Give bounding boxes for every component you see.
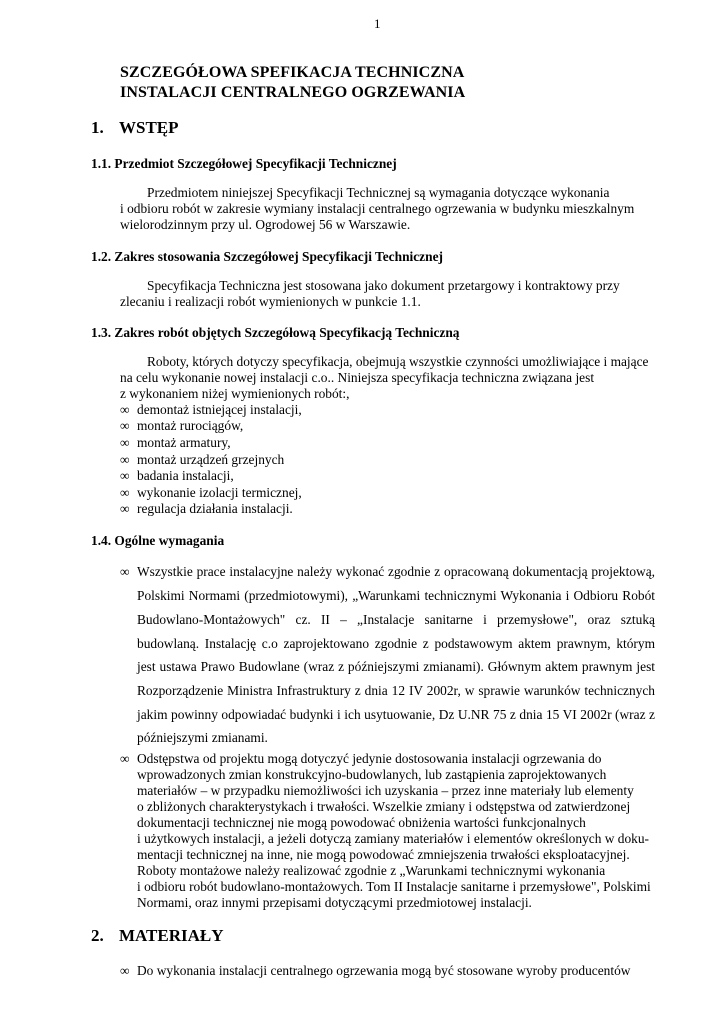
section-2-heading [91, 926, 224, 946]
subsection-1-1-heading: 1.1. Przedmiot Szczegółowej Specyfikacji Technicznej [91, 156, 397, 171]
section-1-number: 1. [91, 118, 104, 137]
list-item-text: montaż urządzeń grzejnych [137, 452, 285, 467]
req2-line-3: materiałów – w przypadku niemożliwości ich uzyskania – przez inne materiały lub elementy [137, 783, 634, 798]
req2-line-5: dokumentacji technicznej nie mogą powodować obniżenia wartości funkcjonalnych [137, 815, 586, 830]
list-item-text: montaż armatury, [137, 435, 231, 450]
list-item-text: montaż rurociągów, [137, 418, 244, 433]
s11-line-2: i odbioru robót w zakresie wymiany instalacji centralnego ogrzewania w budynku mieszkalnym [120, 201, 635, 216]
document-title-line-1: SZCZEGÓŁOWA SPEFIKACJA TECHNICZNA [120, 64, 465, 81]
section-2-number: 2. [91, 926, 104, 945]
req1-line-6: Rozporządzenie Ministra Infrastruktury z dnia 12 IV 2002r, w sprawie warunków technicznych [137, 683, 655, 698]
req2-line-2: wprowadzonych zmian konstrukcyjno-budowlanych, lub zastąpienia zaprojektowanych [137, 767, 607, 782]
req2-line-9: i odbioru robót budowlano-montażowych. Tom II Instalacje sanitarne i przemysłowe", Polskimi [137, 879, 651, 894]
page-number: 1 [374, 16, 381, 31]
s13-line-3: z wykonaniem niżej wymienionych robót:, [120, 386, 350, 401]
infinity-bullet-icon: ∞ [120, 501, 130, 516]
section-1-heading [91, 118, 179, 138]
req1-line-8: późniejszymi zmianami. [137, 730, 268, 745]
section-2-title: MATERIAŁY [119, 926, 224, 945]
infinity-bullet-icon: ∞ [120, 963, 130, 978]
s11-line-3: wielorodzinnym przy ul. Ogrodowej 56 w Warszawie. [120, 217, 411, 232]
req1-line-1: Wszystkie prace instalacyjne należy wykonać zgodnie z opracowaną dokumentacją projektową, [137, 564, 655, 579]
list-item-text: wykonanie izolacji termicznej, [137, 485, 302, 500]
infinity-bullet-icon: ∞ [120, 418, 130, 433]
subsection-1-4-heading: 1.4. Ogólne wymagania [91, 533, 225, 548]
req1-line-7: jakim powinny odpowiadać budynki i ich usytuowanie, Dz U.NR 75 z dnia 15 VI 2002r (wraz z [137, 707, 655, 722]
s13-line-2: na celu wykonanie nowej instalacji c.o.. Niniejsza specyfikacja techniczna związana jest [120, 370, 595, 385]
s13-line-1: Roboty, których dotyczy specyfikacja, obejmują wszystkie czynności umożliwiające i mające [147, 354, 649, 369]
list-item-text: regulacja działania instalacji. [137, 501, 293, 516]
infinity-bullet-icon: ∞ [120, 468, 130, 483]
document-title-line-2: INSTALACJI CENTRALNEGO OGRZEWANIA [120, 84, 466, 101]
req2-line-7: mentacji technicznej na inne, nie mogą powodować zmniejszenia trwałości eksploatacyjnej. [137, 847, 630, 862]
s12-line-1: Specyfikacja Techniczna jest stosowana jako dokument przetargowy i kontraktowy przy [147, 278, 620, 293]
req2-line-1: Odstępstwa od projektu mogą dotyczyć jedynie dostosowania instalacji ogrzewania do [137, 751, 602, 766]
infinity-bullet-icon: ∞ [120, 751, 130, 766]
req1-line-3: Budowlano-Montażowych" cz. II – „Instalacje sanitarne i przemysłowe", oraz sztuką [137, 612, 655, 627]
infinity-bullet-icon: ∞ [120, 564, 130, 579]
subsection-1-2-heading: 1.2. Zakres stosowania Szczegółowej Specyfikacji Technicznej [91, 249, 443, 264]
req1-line-2: Polskimi Normami (przedmiotowymi), „Warunkami technicznymi Wykonania i Odbioru Robót [137, 588, 655, 603]
s12-line-2: zlecaniu i realizacji robót wymienionych w punkcie 1.1. [120, 294, 421, 309]
infinity-bullet-icon: ∞ [120, 485, 130, 500]
req2-line-4: o zbliżonych charakterystykach i trwałości. Wszelkie zmiany i odstępstwa od zatwierdzonej [137, 799, 631, 814]
req2-line-6: i użytkowych instalacji, a jeżeli dotyczą zamiany materiałów i elementów określonych w doku- [137, 831, 650, 846]
section-1-title: WSTĘP [119, 118, 179, 137]
req1-line-4: budowlaną. Instalację c.o zaprojektowano zgodnie z podstawowym aktem prawnym, którym [137, 636, 655, 651]
list-item-text: demontaż istniejącej instalacji, [137, 402, 302, 417]
list-item-text: badania instalacji, [137, 468, 234, 483]
subsection-1-3-heading: 1.3. Zakres robót objętych Szczegółową Specyfikacją Techniczną [91, 325, 460, 340]
s11-line-1: Przedmiotem niniejszej Specyfikacji Technicznej są wymagania dotyczące wykonania [147, 185, 610, 200]
req2-line-10: Normami, oraz innymi przepisami dotyczącymi przedmiotowej instalacji. [137, 895, 532, 910]
infinity-bullet-icon: ∞ [120, 452, 130, 467]
req1-line-5: jest ustawa Prawo Budowlane (wraz z późniejszymi zmianami). Głównym aktem prawnym jest [137, 659, 655, 674]
materials-line-1: Do wykonania instalacji centralnego ogrzewania mogą być stosowane wyroby producentów [137, 963, 631, 978]
infinity-bullet-icon: ∞ [120, 402, 130, 417]
infinity-bullet-icon: ∞ [120, 435, 130, 450]
req2-line-8: Roboty montażowe należy realizować zgodnie z „Warunkami technicznymi wykonania [137, 863, 606, 878]
